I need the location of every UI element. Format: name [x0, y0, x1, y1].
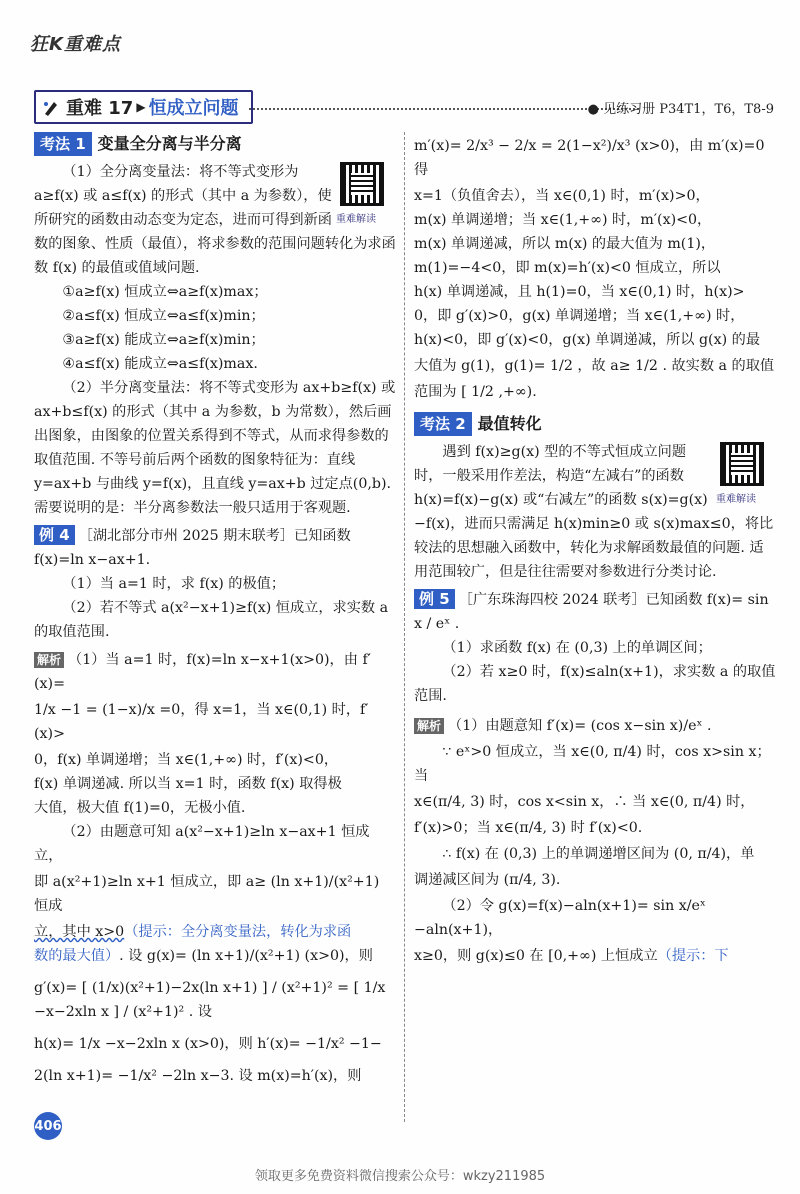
- hint-text: 数的最大值）: [34, 948, 120, 964]
- solution-tag: 解析: [414, 718, 444, 734]
- solution-line: h(x) 单调递减，且 h(1)=0，当 x∈(0,1) 时，h(x)>: [414, 284, 745, 300]
- example-5-text: ［广东珠海四校 2024 联考］已知函数 f(x)= sin x / eˣ .: [414, 592, 769, 632]
- example-5-tag: 例 5: [414, 589, 455, 609]
- solution-text: . 设 g(x)= (ln x+1)/(x²+1) (x>0)，则: [119, 948, 373, 964]
- solution-line: h(x)<0，即 g′(x)<0，g(x) 单调递减，所以 g(x) 的最: [414, 332, 761, 348]
- solution-line: 调递减区间为 (π/4, 3).: [414, 872, 561, 888]
- solution-line: [414, 944, 776, 968]
- method-2-heading: [414, 412, 776, 436]
- method-1-title: 变量全分离与半分离: [97, 134, 242, 153]
- brand-logo: 狂K重难点: [30, 34, 121, 55]
- method-2-tag: 考法 2: [414, 412, 472, 436]
- topic-number: 重难 17: [66, 98, 134, 119]
- method-2-title: 最值转化: [477, 414, 542, 433]
- qr-code-icon: [720, 442, 764, 486]
- solution-line: f(x) 单调递减. 所以当 x=1 时，函数 f(x) 取得极: [34, 776, 342, 792]
- qr-code-2[interactable]: [716, 442, 776, 505]
- solution-line: ∴ f(x) 在 (0,3) 上的单调递增区间为 (0, π/4)，单: [442, 846, 755, 862]
- solution-line: 2(ln x+1)= −1/x² −2ln x−3. 设 m(x)=h′(x)，则: [34, 1068, 362, 1084]
- solution-line: 0，f(x) 单调递增；当 x∈(1,+∞) 时，f′(x)<0，: [34, 752, 339, 768]
- solution-line: x∈(π/4, 3) 时，cos x<sin x，∴ 当 x∈(0, π/4) 时，: [414, 794, 755, 810]
- solution-line: g′(x)= [ (1/x)(x²+1)−2x(ln x+1) ] / (x²+1)² = [ 1/x −x−2xln x ] / (x²+1)² . 设: [34, 980, 386, 1020]
- pen-icon: [42, 99, 60, 117]
- example-5-question-1: （1）求函数 f(x) 在 (0,3) 上的单调区间；: [442, 640, 712, 656]
- solution-line: m(1)=−4<0，即 m(x)=h′(x)<0 恒成立，所以: [414, 260, 721, 276]
- hint-text: （提示：下: [657, 948, 729, 964]
- topic-title: 恒成立问题: [148, 98, 239, 119]
- qr-code-icon: [340, 162, 384, 206]
- example-5-question-2: （2）若 x≥0 时，f(x)≤aln(x+1)，求实数 a 的取值范围.: [414, 664, 776, 704]
- example-4-question-2: （2）若不等式 a(x²−x+1)≥f(x) 恒成立，求实数 a 的取值范围.: [34, 600, 389, 640]
- right-column: [414, 132, 776, 970]
- solution-line: 大值为 g(1)，g(1)= 1/2 ，故 a≥ 1/2 . 故实数 a 的取值: [414, 358, 775, 374]
- solution-line: [34, 920, 396, 944]
- qr-code-1[interactable]: [336, 162, 396, 225]
- solution-line: ∵ eˣ>0 恒成立，当 x∈(0, π/4) 时，cos x>sin x；当: [414, 744, 771, 784]
- solution-tag: 解析: [34, 652, 64, 668]
- hint-text: （提示：全分离变量法，转化为求函: [124, 924, 352, 940]
- method-1-tag: 考法 1: [34, 132, 92, 156]
- column-divider: [404, 132, 405, 1122]
- list-item: ③a≥f(x) 能成立⇔a≥f(x)min；: [62, 332, 265, 348]
- dotted-leader: [249, 108, 639, 110]
- solution-line: 0，即 g′(x)>0，g(x) 单调递增；当 x∈(1,+∞) 时，: [414, 308, 745, 324]
- left-column: [34, 132, 396, 1090]
- solution-text: 立，其中 x>0: [34, 924, 125, 940]
- list-item: ①a≥f(x) 恒成立⇔a≥f(x)max；: [62, 284, 268, 300]
- solution-line: f′(x)>0；当 x∈(π/4, 3) 时 f′(x)<0.: [414, 820, 643, 836]
- page-number: 406: [34, 1112, 62, 1140]
- paragraph-half-separation: （2）半分离变量法：将不等式变形为 ax+b≥f(x) 或 ax+b≤f(x) 的形式（其中 a 为参数，b 为常数），然后画出图象，由图象的位置关系得到不等式，从而求得参数的取值范围. 不等号前后两个函数的图象特征为：直线 y=ax+b 与曲线 y=f(x)，且直线 y=ax+b 过定点(0,b). 需要说明的是：半分离参数法一般只适用于客观题.: [34, 380, 396, 516]
- list-item: ②a≤f(x) 恒成立⇔a≤f(x)min；: [62, 308, 265, 324]
- example-5: [414, 588, 776, 636]
- example-4-question-1: （1）当 a=1 时，求 f(x) 的极值；: [62, 576, 286, 592]
- footer-watermark: 领取更多免费资料微信搜索公众号：wkzy211985: [254, 1169, 546, 1184]
- solution-line: [34, 648, 396, 696]
- solution-line: （2）令 g(x)=f(x)−aln(x+1)= sin x/eˣ −aln(x+1)，: [414, 898, 706, 938]
- solution-line: （2）由题意可知 a(x²−x+1)≥ln x−ax+1 恒成立，: [34, 824, 370, 864]
- topic-header: [34, 90, 774, 124]
- solution-line: 即 a(x²+1)≥ln x+1 恒成立，即 a≥ (ln x+1)/(x²+1) 恒成: [34, 874, 380, 914]
- solution-line: 1/x −1 = (1−x)/x =0，得 x=1，当 x∈(0,1) 时，f′(x)>: [34, 702, 369, 742]
- exercise-reference: ● 见练习册 P34T1，T6，T8-9: [587, 102, 774, 117]
- solution-line: m(x) 单调递减，所以 m(x) 的最大值为 m(1)，: [414, 236, 716, 252]
- solution-text: x≥0，则 g(x)≤0 在 [0,+∞) 上恒成立: [414, 948, 658, 964]
- topic-title-box: [34, 90, 253, 124]
- list-item: ④a≤f(x) 能成立⇔a≤f(x)max.: [62, 356, 258, 372]
- arrow-icon: ▶: [136, 100, 146, 114]
- solution-line: m(x) 单调递增；当 x∈(1,+∞) 时，m′(x)<0，: [414, 212, 712, 228]
- solution-line: [34, 944, 396, 968]
- paragraph-full-separation: （1）全分离变量法：将不等式变形为 a≥f(x) 或 a≤f(x) 的形式（其中 a 为参数），使所研究的函数由动态变为定态，进而可得到新函数的图象、性质（最值），将求参数的范围问题转化为求函数 f(x) 的最值或值域问题.: [34, 164, 396, 276]
- example-4: [34, 524, 396, 572]
- solution-line: [414, 714, 776, 738]
- solution-line: 范围为 [ 1/2 ,+∞).: [414, 384, 537, 400]
- solution-text: （1）由题意知 f′(x)= (cos x−sin x)/eˣ .: [448, 718, 712, 734]
- example-4-tag: 例 4: [34, 525, 75, 545]
- qr-caption: 重难解读: [716, 494, 756, 505]
- solution-text: （1）当 a=1 时，f(x)=ln x−x+1(x>0)，由 f′(x)=: [34, 652, 371, 692]
- paragraph-max-conversion: 遇到 f(x)≥g(x) 型的不等式恒成立问题时，一般采用作差法，构造“左减右”的函数 h(x)=f(x)−g(x) 或“右减左”的函数 s(x)=g(x)−f(x)，进而只需满足 h(x)min≥0 或 s(x)max≤0，将比较法的思想融入函数中，转化为求解函数最值的问题. 适用范围较广，但是往往需要对参数进行分类讨论.: [414, 444, 774, 580]
- solution-line: 大值，极大值 f(1)=0，无极小值.: [34, 800, 246, 816]
- solution-line: x=1（负值舍去），当 x∈(0,1) 时，m′(x)>0，: [414, 188, 710, 204]
- example-4-text: ［湖北部分市州 2025 期末联考］已知函数 f(x)=ln x−ax+1.: [34, 528, 351, 568]
- solution-line: m′(x)= 2/x³ − 2/x = 2(1−x²)/x³ (x>0)，由 m′(x)=0 得: [414, 138, 765, 178]
- solution-line: h(x)= 1/x −x−2xln x (x>0)，则 h′(x)= −1/x² −1−: [34, 1036, 382, 1052]
- method-1-heading: [34, 132, 396, 156]
- qr-caption: 重难解读: [336, 214, 376, 225]
